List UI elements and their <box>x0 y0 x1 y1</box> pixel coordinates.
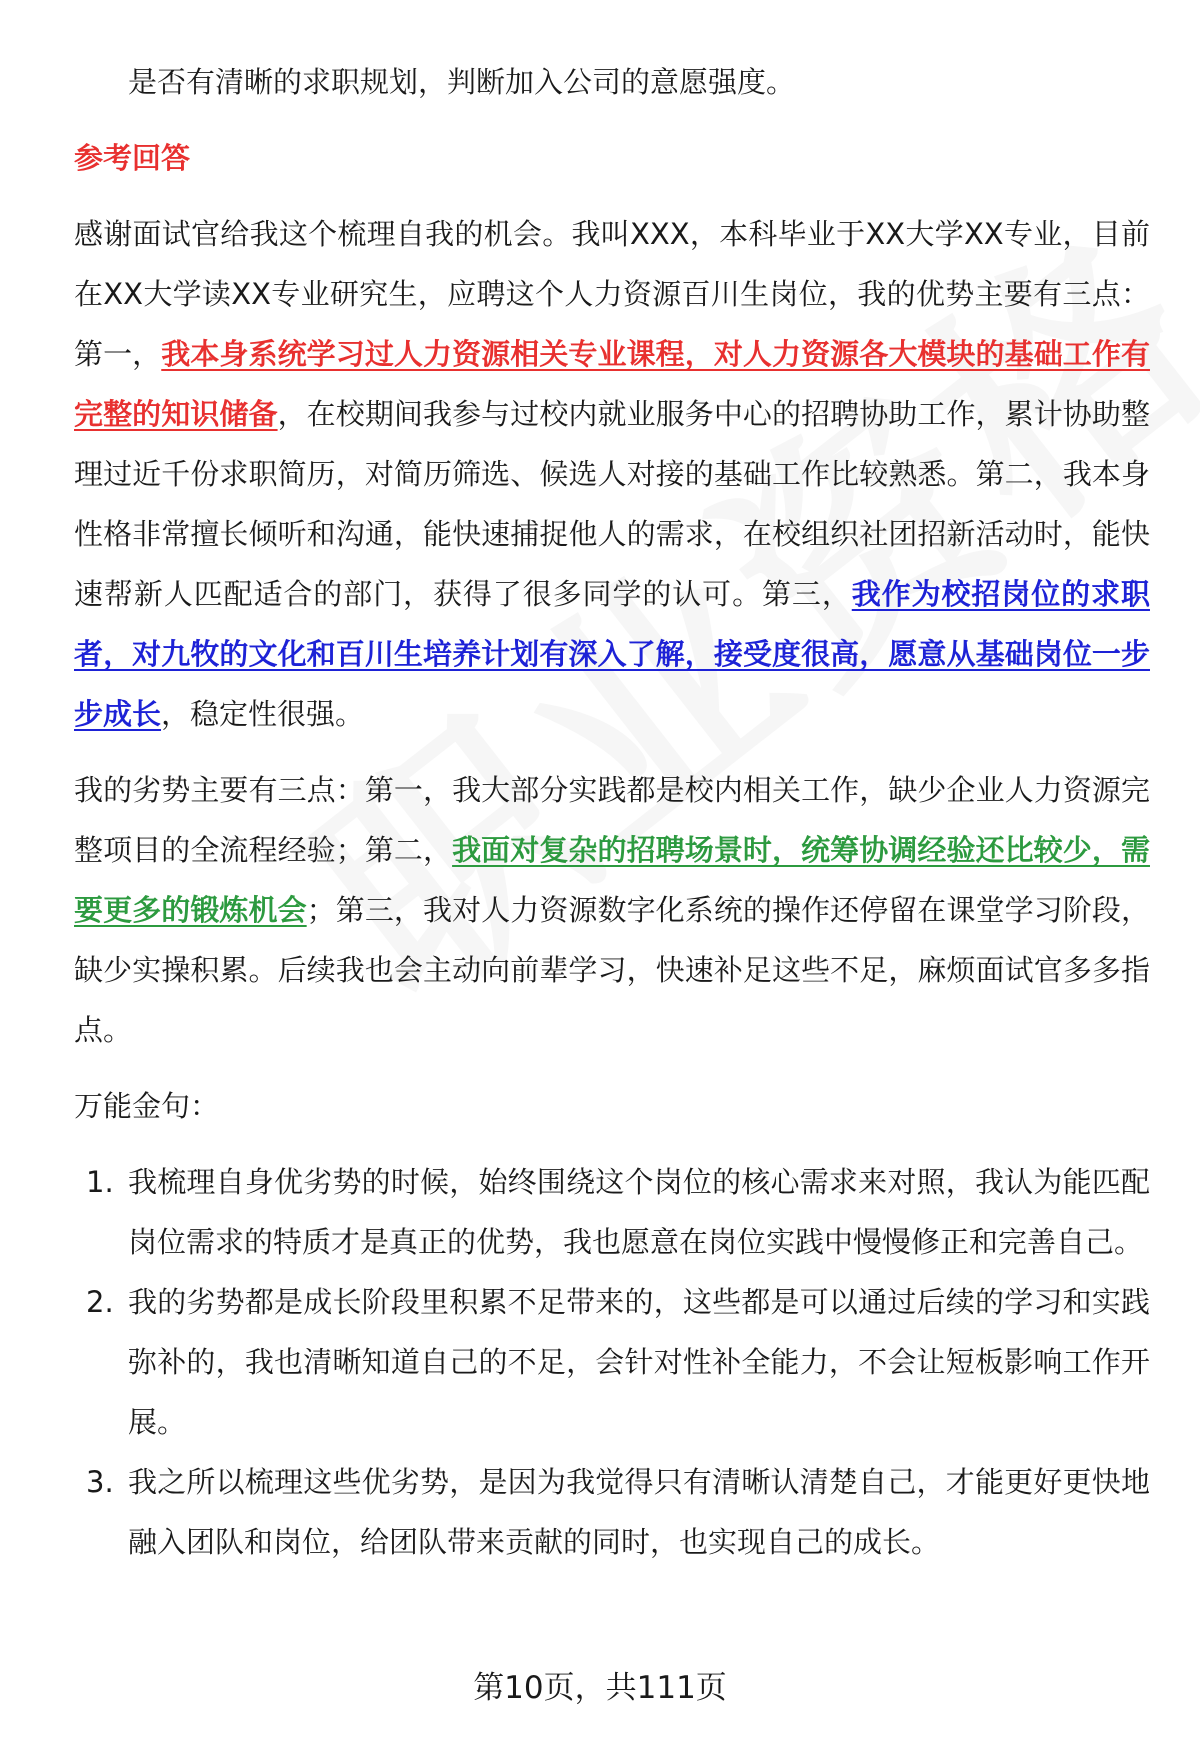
list-item-number: 2. <box>86 1285 114 1319</box>
answer-heading: 参考回答 <box>74 141 191 175</box>
list-item-text: 我之所以梳理这些优劣势，是因为我觉得只有清晰认清楚自己，才能更好更快地融入团队和岗位，给团队带来贡献的同时，也实现自己的成长。 <box>128 1465 1150 1559</box>
golden-sentences-list <box>74 1152 1150 1572</box>
weaknesses-text-1: 我的劣势主要有三点：第一，我大部分实践都是校内相关工作，缺少企业人力资源完整项目的全流程经验；第二， <box>74 773 1150 867</box>
intro-line: 是否有清晰的求职规划，判断加入公司的意愿强度。 <box>128 65 796 99</box>
list-item <box>74 1152 1150 1272</box>
strengths-text-1: 感谢面试官给我这个梳理自我的机会。我叫XXX，本科毕业于XX大学XX专业，目前在XX大学读XX专业研究生，应聘这个人力资源百川生岗位，我的优势主要有三点：第一， <box>74 217 1150 371</box>
golden-sentences-title: 万能金句： <box>74 1089 220 1123</box>
strengths-paragraph <box>74 204 1150 744</box>
list-item-text: 我梳理自身优劣势的时候，始终围绕这个岗位的核心需求来对照，我认为能匹配岗位需求的特质才是真正的优势，我也愿意在岗位实践中慢慢修正和完善自己。 <box>128 1165 1150 1259</box>
list-item-number: 1. <box>86 1165 114 1199</box>
list-item-number: 3. <box>86 1465 114 1499</box>
page-content <box>74 52 1150 1572</box>
list-item <box>74 1272 1150 1452</box>
strengths-text-3: ，稳定性很强。 <box>161 697 365 731</box>
weaknesses-paragraph <box>74 760 1150 1060</box>
strengths-highlight-red: 我本身系统学习过人力资源相关专业课程，对人力资源各大模块的基础工作有完整的知识储备 <box>74 337 1150 431</box>
list-item-text: 我的劣势都是成长阶段里积累不足带来的，这些都是可以通过后续的学习和实践弥补的，我也清晰知道自己的不足，会针对性补全能力，不会让短板影响工作开展。 <box>128 1285 1150 1439</box>
strengths-highlight-blue: 我作为校招岗位的求职者，对九牧的文化和百川生培养计划有深入了解，接受度很高，愿意从基础岗位一步步成长 <box>74 577 1150 731</box>
page-number-footer: 第10页，共111页 <box>473 1670 727 1706</box>
list-item <box>74 1452 1150 1572</box>
weaknesses-highlight-green: 我面对复杂的招聘场景时，统筹协调经验还比较少，需要更多的锻炼机会 <box>74 833 1150 927</box>
weaknesses-text-2: ；第三，我对人力资源数字化系统的操作还停留在课堂学习阶段，缺少实操积累。后续我也会主动向前辈学习，快速补足这些不足，麻烦面试官多多指点。 <box>74 893 1150 1047</box>
strengths-text-2: ，在校期间我参与过校内就业服务中心的招聘协助工作，累计协助整理过近千份求职简历，对简历筛选、候选人对接的基础工作比较熟悉。第二，我本身性格非常擅长倾听和沟通，能快速捕捉他人的需求，在校组织社团招新活动时，能快速帮新人匹配适合的部门，获得了很多同学的认可。第三， <box>74 397 1150 611</box>
